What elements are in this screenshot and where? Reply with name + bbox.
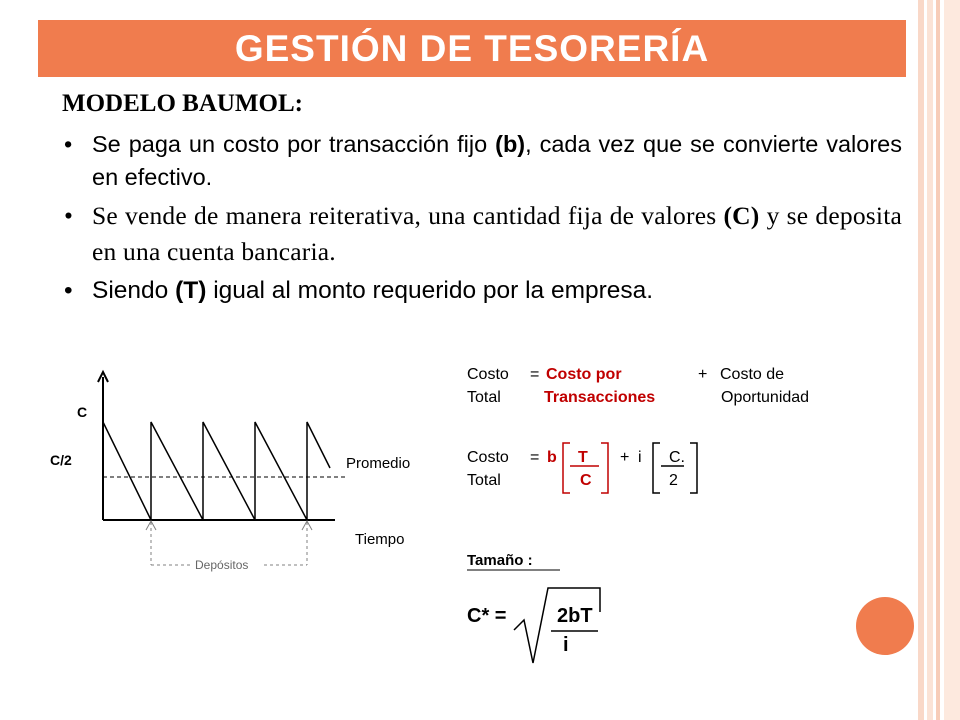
formula2-numerator-1: T — [578, 449, 588, 466]
bullet-text: Siendo — [92, 277, 176, 304]
bullet-bold: (C) — [723, 201, 760, 230]
bullet-bold: (T) — [175, 277, 207, 304]
formula1-equals: = — [530, 366, 540, 383]
formula1-term2: Costo de — [720, 366, 785, 383]
formula2-denominator-2: 2 — [669, 472, 678, 489]
average-label: Promedio — [346, 455, 411, 472]
half-label: C/2 — [50, 452, 72, 468]
deposits-label: Depósitos — [195, 558, 249, 572]
formula1-term2-line2: Oportunidad — [721, 389, 810, 406]
formula2-b: b — [547, 449, 557, 466]
fraction-bracket-right — [601, 443, 608, 493]
bullet-dot: • — [64, 277, 73, 304]
cash-balance-sawtooth — [103, 422, 330, 520]
bullet-text: igual al monto requerido por la empresa. — [206, 277, 654, 304]
fraction-bracket-left — [653, 443, 660, 493]
formula2-plus: + — [620, 449, 630, 466]
formula1-term1: Costo por — [546, 366, 622, 383]
bullet-dot: • — [64, 131, 73, 157]
formula1-plus: + — [698, 366, 708, 383]
formula2-denominator-1: C — [580, 472, 592, 489]
formula1-costo: Costo — [467, 366, 509, 383]
slide-subtitle: MODELO BAUMOL: — [62, 90, 303, 117]
bullet-bold: (b) — [495, 131, 526, 157]
formula2-equals: = — [530, 449, 540, 466]
size-numerator: 2bT — [557, 605, 593, 627]
formula1-total: Total — [467, 389, 501, 406]
fraction-bracket-right — [690, 443, 697, 493]
fraction-bracket-left — [563, 443, 570, 493]
formula1-term1-line2: Transacciones — [544, 389, 656, 406]
bullet-text: Se vende de manera reiterativa, una cantidad fija de valores — [92, 201, 724, 230]
slide-title: GESTIÓN DE TESORERÍA — [234, 27, 710, 69]
formula2-i: i — [638, 449, 642, 466]
formula2-costo: Costo — [467, 449, 509, 466]
x-axis-label: Tiempo — [355, 531, 405, 548]
bullet-text: Se paga un costo por transacción fijo — [92, 131, 496, 157]
bullet-text: y se deposita en una cuenta bancaria. — [92, 201, 902, 266]
bullet-dot: • — [64, 201, 74, 230]
size-label: Tamaño : — [467, 552, 533, 569]
size-denominator: i — [563, 634, 569, 656]
y-axis-label: C — [77, 404, 88, 420]
formula2-numerator-2: C. — [669, 449, 685, 466]
bullet-text: , cada vez que se convierte valores en efectivo. — [92, 131, 902, 190]
formula2-total: Total — [467, 472, 501, 489]
size-lhs: C* = — [467, 605, 507, 627]
